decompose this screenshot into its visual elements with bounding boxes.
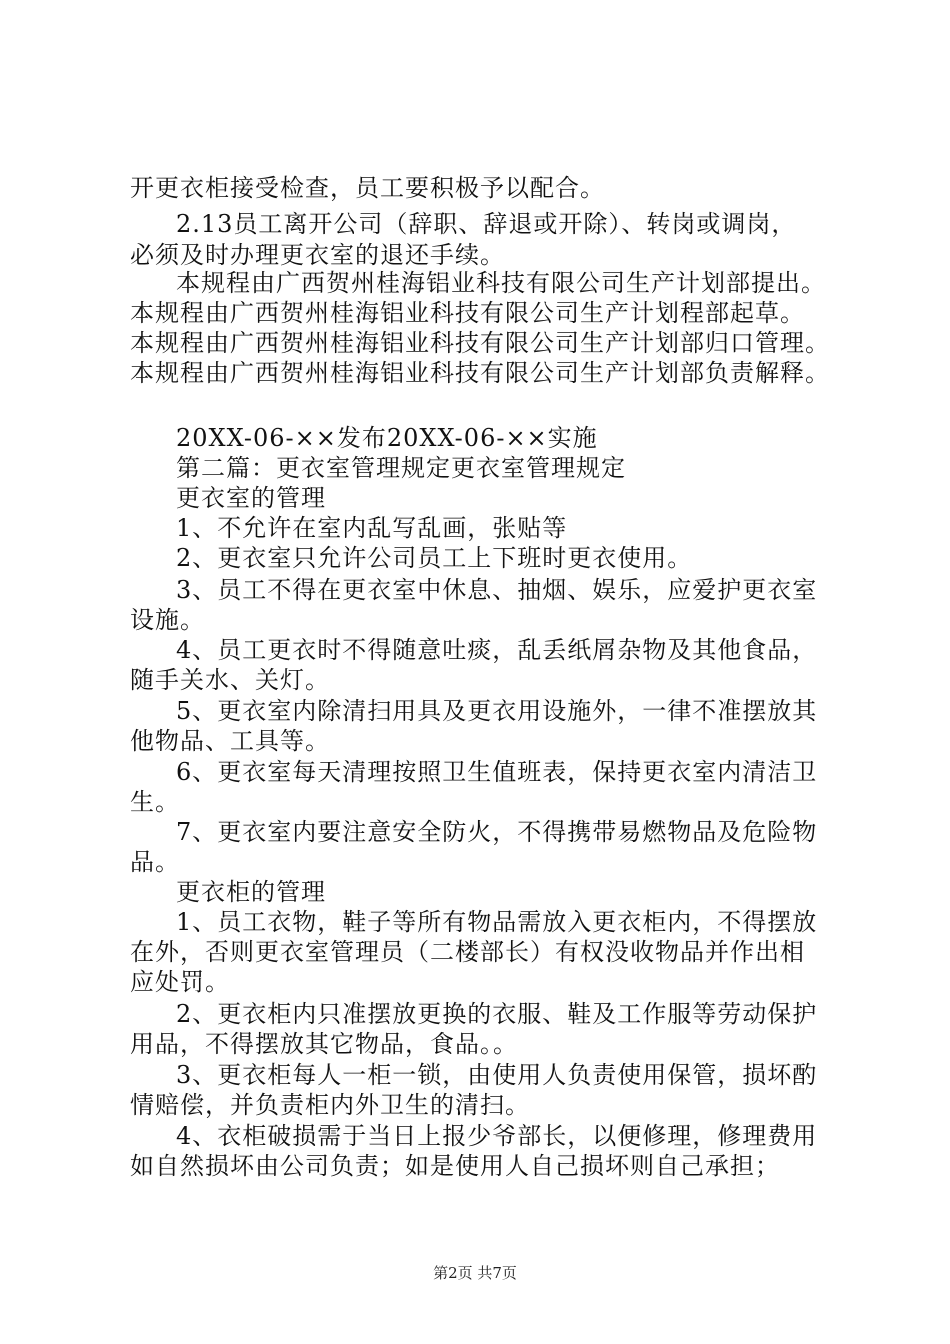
page-footer: 第2页 共7页	[433, 1264, 517, 1282]
text-line: 3、更衣柜每人一柜一锁，由使用人负责使用保管，损坏酌	[176, 1061, 818, 1089]
text-line: 7、更衣室内要注意安全防火，不得携带易燃物品及危险物	[176, 818, 818, 846]
text-line: 他物品、工具等。	[130, 727, 330, 755]
text-line: 2、更衣柜内只准摆放更换的衣服、鞋及工作服等劳动保护	[176, 1000, 818, 1028]
text-line: 开更衣柜接受检查，员工要积极予以配合。	[130, 174, 605, 202]
text-line: 情赔偿，并负责柜内外卫生的清扫。	[130, 1091, 530, 1119]
text-line: 设施。	[130, 606, 205, 634]
text-line: 6、更衣室每天清理按照卫生值班表，保持更衣室内清洁卫	[176, 758, 818, 786]
text-line: 如自然损坏由公司负责；如是使用人自己损坏则自己承担；	[130, 1152, 780, 1180]
text-line: 2.13员工离开公司（辞职、辞退或开除）、转岗或调岗，	[176, 210, 797, 238]
text-line: 第二篇：更衣室管理规定更衣室管理规定	[176, 454, 626, 482]
text-line: 5、更衣室内除清扫用具及更衣用设施外，一律不准摆放其	[176, 697, 818, 725]
text-line: 用品，不得摆放其它物品，食品。。	[130, 1030, 518, 1058]
text-line: 4、员工更衣时不得随意吐痰，乱丢纸屑杂物及其他食品，	[176, 636, 818, 664]
text-line: 在外，否则更衣室管理员（二楼部长）有权没收物品并作出相	[130, 938, 805, 966]
text-line: 本规程由广西贺州桂海铝业科技有限公司生产计划程部起草。	[130, 299, 805, 327]
section-heading: 更衣柜的管理	[176, 878, 326, 906]
text-line: 4、衣柜破损需于当日上报少爷部长，以便修理，修理费用	[176, 1122, 818, 1150]
text-line: 20XX-06-××发布20XX-06-××实施	[176, 424, 598, 452]
text-line: 1、不允许在室内乱写乱画，张贴等	[176, 514, 568, 542]
text-line: 随手关水、关灯。	[130, 666, 330, 694]
text-line: 必须及时办理更衣室的退还手续。	[130, 241, 505, 269]
text-line: 品。	[130, 848, 180, 876]
section-heading: 更衣室的管理	[176, 484, 326, 512]
text-line: 生。	[130, 788, 180, 816]
text-line: 本规程由广西贺州桂海铝业科技有限公司生产计划部提出。	[176, 269, 826, 297]
text-line: 本规程由广西贺州桂海铝业科技有限公司生产计划部归口管理。	[130, 329, 830, 357]
text-line: 本规程由广西贺州桂海铝业科技有限公司生产计划部负责解释。	[130, 359, 830, 387]
text-line: 应处罚。	[130, 968, 230, 996]
text-line: 2、更衣室只允许公司员工上下班时更衣使用。	[176, 544, 693, 572]
text-line: 1、员工衣物，鞋子等所有物品需放入更衣柜内，不得摆放	[176, 908, 818, 936]
text-line: 3、员工不得在更衣室中休息、抽烟、娱乐，应爱护更衣室	[176, 576, 818, 604]
